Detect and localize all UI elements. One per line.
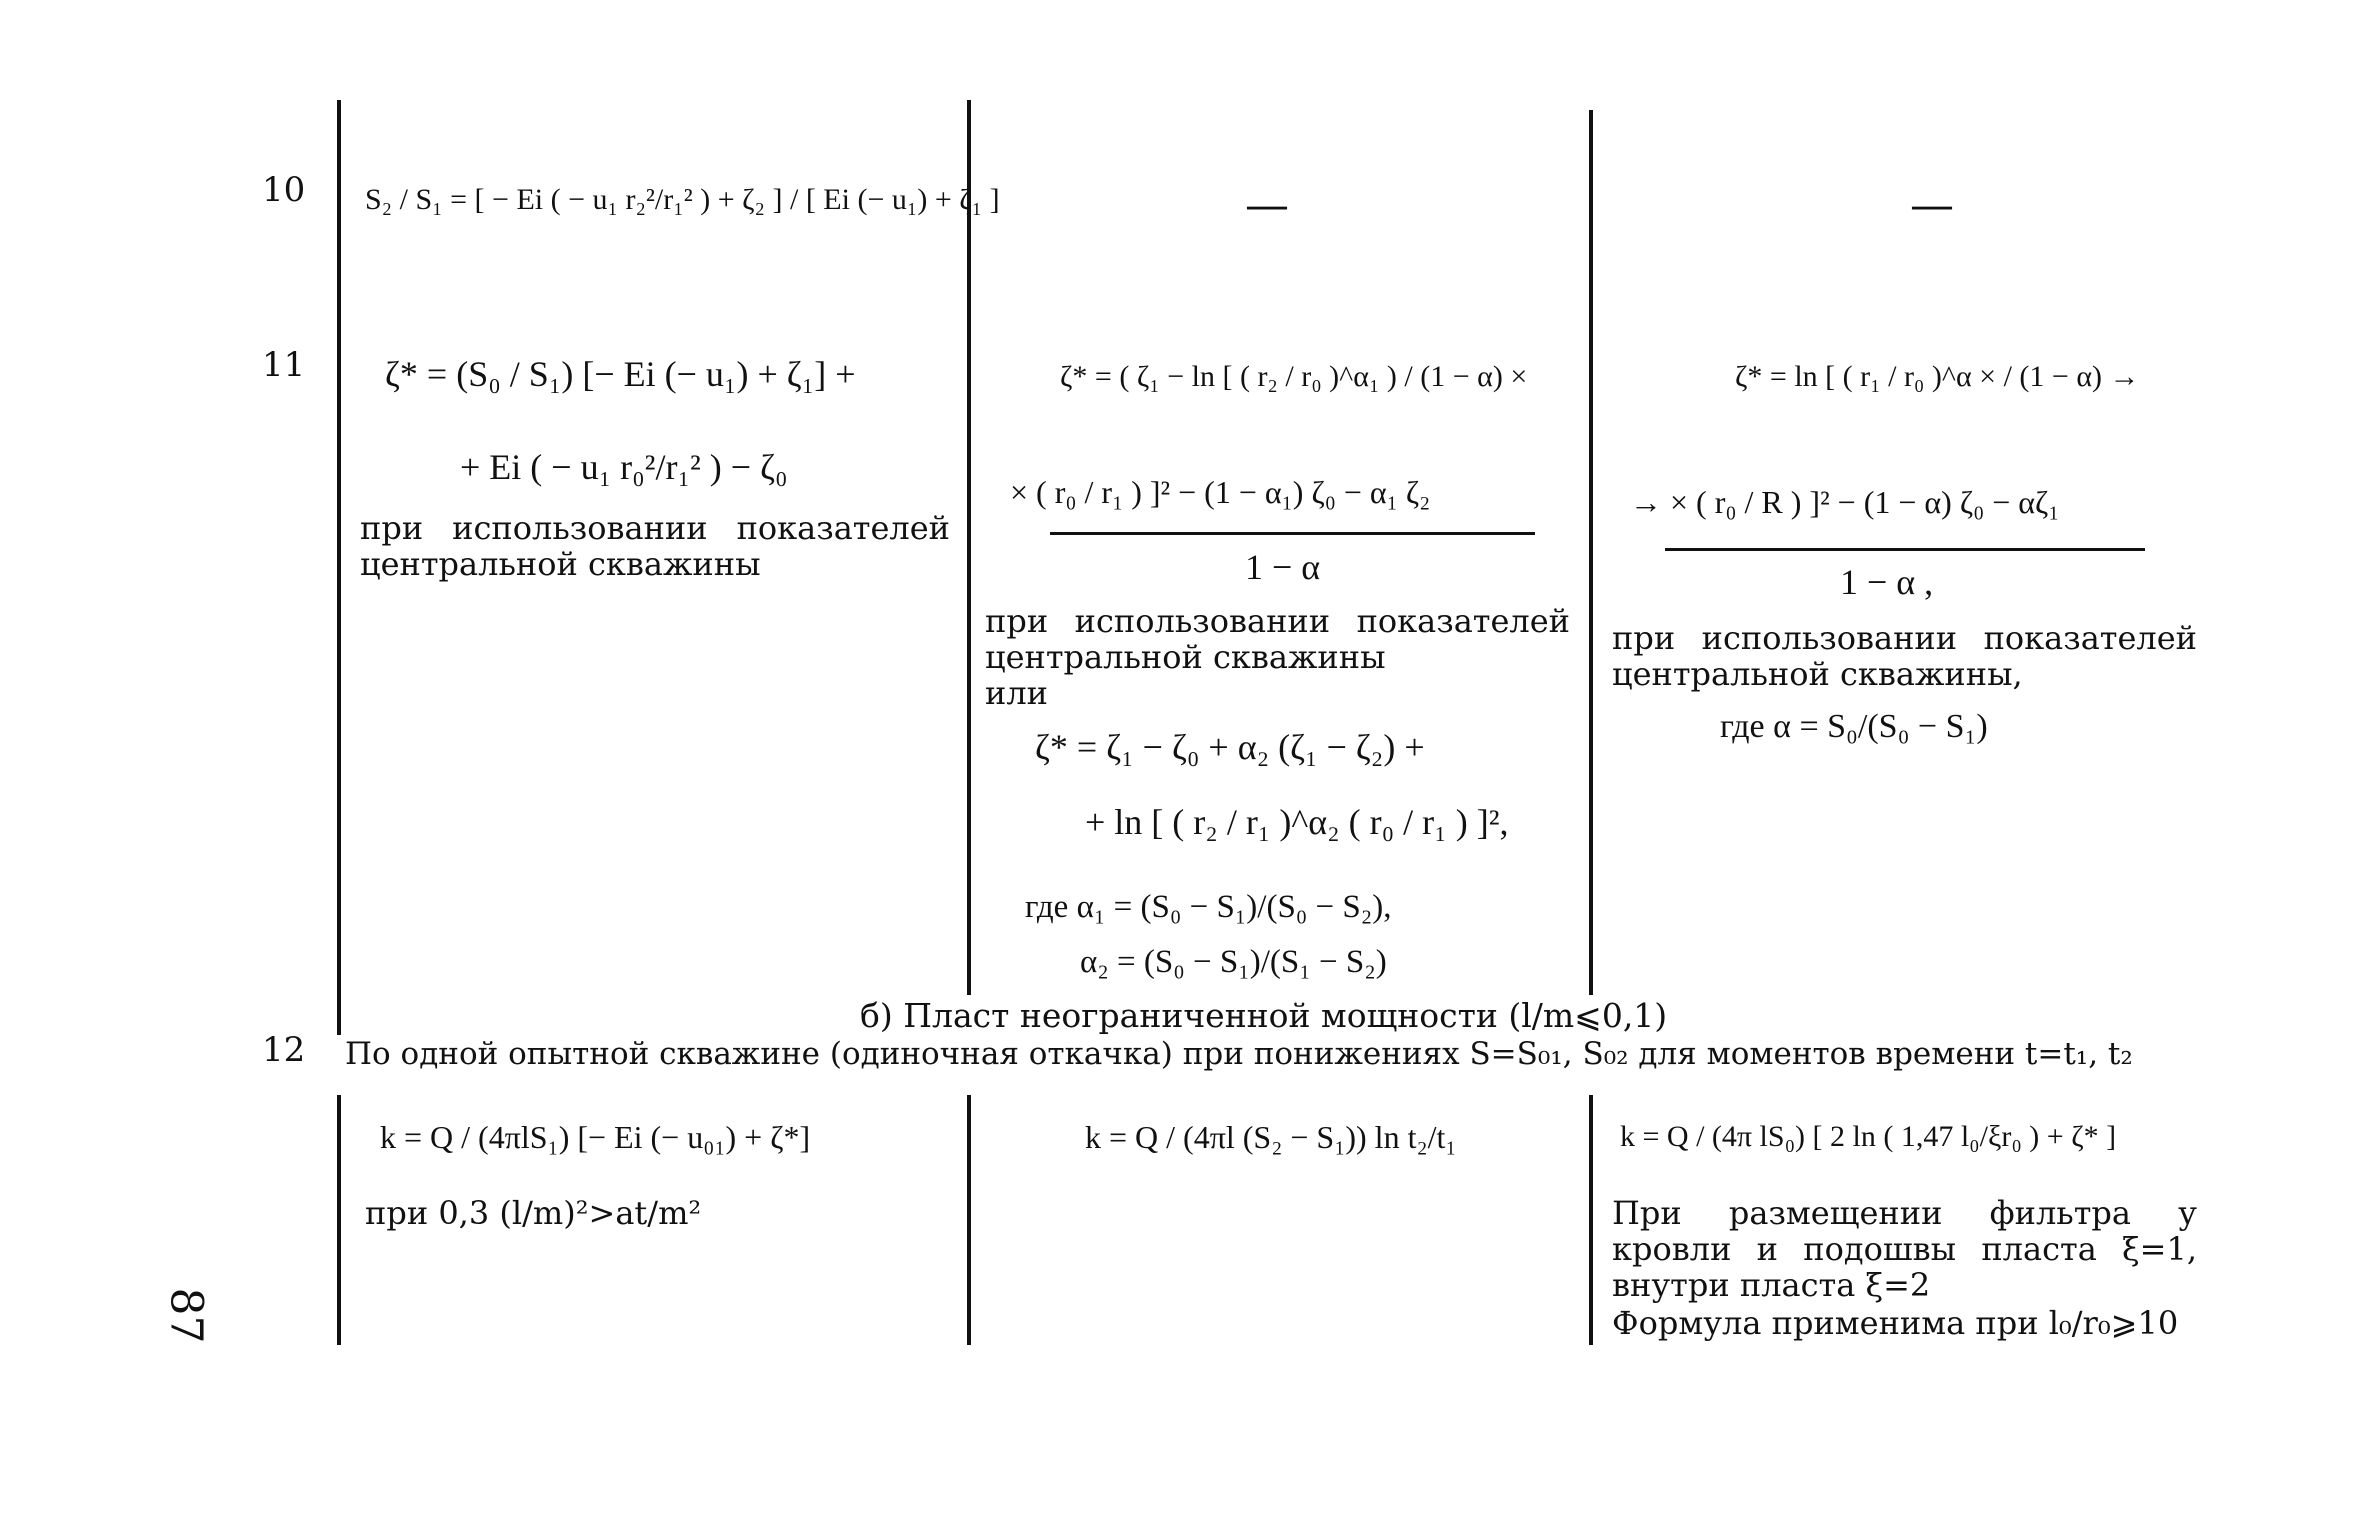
column-rule-left-upper xyxy=(337,100,341,1035)
dash-row10-col2: — xyxy=(1245,180,1289,231)
or-row11-col2: или xyxy=(985,674,1048,712)
dash-row10-col3: — xyxy=(1910,180,1954,231)
column-rule-mid-upper xyxy=(967,100,971,995)
formula-row11-col2-line2: × ( r₀ / r₁ ) ]² − (1 − α₁) ζ₀ − α₁ ζ₂ xyxy=(1010,474,1431,510)
where-row11-col2-alpha2: α₂ = (S₀ − S₁)/(S₁ − S₂) xyxy=(1080,944,1387,980)
row-number-11: 11 xyxy=(262,345,306,385)
fraction-bar-row11-col2 xyxy=(1050,532,1535,535)
page-number: 87 xyxy=(160,1287,212,1344)
note-row12-col1: при 0,3 (l/m)²>at/m² xyxy=(365,1194,702,1232)
formula-row12-col3: k = Q / (4π lS₀) [ 2 ln ( 1,47 l₀/ξr₀ ) + ζ* ] xyxy=(1620,1120,2117,1153)
formula-row11-col3-line2: → × ( r₀ / R ) ]² − (1 − α) ζ₀ − αζ₁ xyxy=(1630,484,2060,520)
formula-row11-col1-line2: + Ei ( − u₁ r₀²/r₁² ) − ζ₀ xyxy=(460,447,788,487)
formula-row11-col2-line1: ζ* = ( ζ₁ − ln [ ( r₂ / r₀ )^α₁ ) / (1 − α) × xyxy=(1060,360,1528,393)
row-number-10: 10 xyxy=(262,170,306,210)
column-rule-mid-lower xyxy=(967,1095,971,1345)
section-title: б) Пласт неограниченной мощности (l/m⩽0,1) xyxy=(860,996,1668,1035)
row12-header: По одной опытной скважине (одиночная откачка) при понижениях S=S₀₁, S₀₂ для моментов времени t=t₁, t₂ xyxy=(345,1036,2133,1072)
note-row11-col1: при использовании показателей центральной скважины xyxy=(360,509,950,583)
formula-row11-col2-line3: 1 − α xyxy=(1245,547,1321,587)
column-rule-right-lower xyxy=(1589,1095,1593,1345)
row-number-12: 12 xyxy=(262,1030,306,1070)
formula-row12-col1: k = Q / (4πlS₁) [− Ei (− u₀₁) + ζ*] xyxy=(380,1119,811,1155)
column-rule-right-upper xyxy=(1589,110,1593,995)
formula-row11-col3-line1: ζ* = ln [ ( r₁ / r₀ )^α × / (1 − α) → xyxy=(1735,360,2140,393)
where-row11-col2-alpha1: где α₁ = (S₀ − S₁)/(S₀ − S₂), xyxy=(1025,889,1392,925)
fraction-bar-row11-col3 xyxy=(1665,548,2145,551)
note2-row12-col3: Формула применима при l₀/r₀⩾10 xyxy=(1612,1304,2179,1342)
where-row11-col3: где α = S₀/(S₀ − S₁) xyxy=(1720,708,1988,745)
note-row11-col2: при использовании показателей центральной скважины xyxy=(985,602,1570,676)
note1-row12-col3: При размещении фильтра у кровли и подошвы пласта ξ=1, внутри пласта ξ=2 xyxy=(1612,1194,2197,1304)
column-rule-left-lower xyxy=(337,1095,341,1345)
formula-row12-col2: k = Q / (4πl (S₂ − S₁)) ln t₂/t₁ xyxy=(1085,1119,1457,1155)
formula-row11-col3-line3: 1 − α , xyxy=(1840,562,1934,602)
formula-row11-col2-alt1: ζ* = ζ₁ − ζ₀ + α₂ (ζ₁ − ζ₂) + xyxy=(1035,727,1425,767)
formula-row11-col1-line1: ζ* = (S₀ / S₁) [− Ei (− u₁) + ζ₁] + xyxy=(385,354,856,394)
formula-row10-col1: S₂ / S₁ = [ − Ei ( − u₁ r₂²/r₁² ) + ζ₂ ] / [ Ei (− u₁) + ζ₁ ] xyxy=(365,183,1000,216)
formula-row11-col2-alt2: + ln [ ( r₂ / r₁ )^α₂ ( r₀ / r₁ ) ]², xyxy=(1085,802,1509,842)
note-row11-col3: при использовании показателей центральной скважины, xyxy=(1612,619,2197,693)
